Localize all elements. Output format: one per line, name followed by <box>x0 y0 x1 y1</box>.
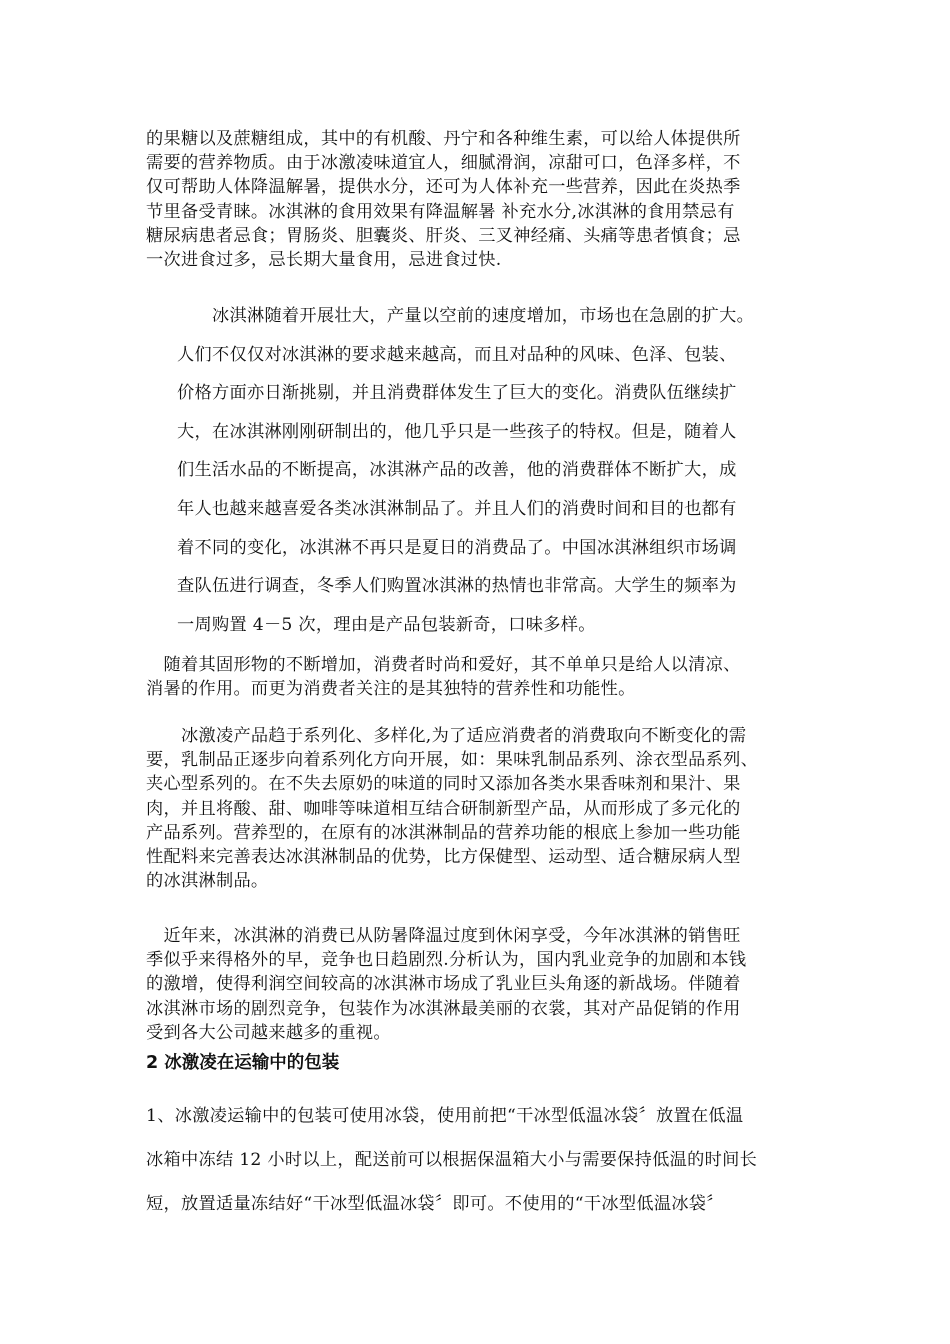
text-line: 要，乳制品正逐步向着系列化方向开展，如：果味乳制品系列、涂衣型品系列、 <box>146 750 759 771</box>
paragraph-2 <box>177 297 754 644</box>
paragraph-4 <box>146 724 758 893</box>
text-line: 夹心型系列的。在不失去原奶的味道的同时又添加各类水果香味剂和果汁、果 <box>146 774 741 795</box>
text-line: 糖尿病患者忌食；胃肠炎、胆囊炎、肝炎、三叉神经痛、头痛等患者慎食；忌 <box>146 225 741 246</box>
text-line: 的果糖以及蔗糖组成，其中的有机酸、丹宁和各种维生素，可以给人体提供所 <box>146 129 741 149</box>
paragraph-3 <box>146 653 741 701</box>
text-line: 季似乎来得格外的早，竞争也日趋剧烈.分析认为，国内乳业竞争的加剧和本钱 <box>146 950 747 971</box>
text-line: 的激增，使得利润空间较高的冰淇淋市场成了乳业巨头角逐的新战场。伴随着 <box>146 974 741 995</box>
section-heading: 2 冰激凌在运输中的包装 <box>146 1053 340 1073</box>
text-line: 年人也越来越喜爱各类冰淇淋制品了。并且人们的消费时间和目的也都有 <box>177 498 737 519</box>
text-line: 的冰淇淋制品。 <box>146 871 269 892</box>
text-line: 冰激凌产品趋于系列化、多样化,为了适应消费者的消费取向不断变化的需 <box>146 726 747 746</box>
text-line: 近年来，冰淇淋的消费已从防暑降温过度到休闲享受，今年冰淇淋的销售旺 <box>146 926 741 946</box>
text-line: 消暑的作用。而更为消费者关注的是其独特的营养性和功能性。 <box>146 679 636 700</box>
text-line: 冰淇淋随着开展壮大，产量以空前的速度增加，市场也在急剧的扩大。 <box>177 306 755 326</box>
text-line: 短，放置适量冻结好“干冰型低温冰袋〞即可。不使用的“干冰型低温冰袋〞 <box>146 1194 724 1214</box>
text-line: 需要的营养物质。由于冰激凌味道宜人，细腻滑润，凉甜可口，色泽多样，不 <box>146 153 741 174</box>
text-line: 一次进食过多，忌长期大量食用，忌进食过快. <box>146 250 502 271</box>
text-line: 们生活水品的不断提高，冰淇淋产品的改善，他的消费群体不断扩大，成 <box>177 460 737 481</box>
text-line: 价格方面亦日渐挑剔，并且消费群体发生了巨大的变化。消费队伍继续扩 <box>177 383 737 404</box>
text-line: 产品系列。营养型的，在原有的冰淇淋制品的营养功能的根底上参加一些功能 <box>146 822 741 843</box>
text-line: 仅可帮助人体降温解暑，提供水分，还可为人体补充一些营养，因此在炎热季 <box>146 177 741 198</box>
text-line: 一周购置 4－5 次，理由是产品包装新奇，口味多样。 <box>177 614 596 635</box>
text-line: 人们不仅仅对冰淇淋的要求越来越高，而且对品种的风味、色泽、包装、 <box>177 344 737 365</box>
paragraph-5 <box>146 924 746 1045</box>
text-line: 查队伍进行调查，冬季人们购置冰淇淋的热情也非常高。大学生的频率为 <box>177 576 737 597</box>
section-paragraph <box>146 1094 757 1226</box>
paragraph-1 <box>146 127 741 272</box>
text-line: 节里备受青睐。冰淇淋的食用效果有降温解暑 补充水分,冰淇淋的食用禁忌有 <box>146 201 735 222</box>
text-line: 1、冰激凌运输中的包装可使用冰袋，使用前把“干冰型低温冰袋〞放置在低温 <box>146 1106 744 1126</box>
text-line: 性配料来完善表达冰淇淋制品的优势，比方保健型、运动型、适合糖尿病人型 <box>146 847 741 868</box>
text-line: 受到各大公司越来越多的重视。 <box>146 1022 391 1043</box>
text-line: 冰箱中冻结 12 小时以上，配送前可以根据保温箱大小与需要保持低温的时间长 <box>146 1150 758 1170</box>
text-line: 大，在冰淇淋刚刚研制出的，他几乎只是一些孩子的特权。但是，随着人 <box>177 421 737 442</box>
text-line: 着不同的变化，冰淇淋不再只是夏日的消费品了。中国冰淇淋组织市场调 <box>177 537 737 558</box>
text-line: 随着其固形物的不断增加，消费者时尚和爱好，其不单单只是给人以清凉、 <box>146 655 741 675</box>
text-line: 肉，并且将酸、甜、咖啡等味道相互结合研制新型产品，从而形成了多元化的 <box>146 798 741 819</box>
text-line: 冰淇淋市场的剧烈竞争，包装作为冰淇淋最美丽的衣裳，其对产品促销的作用 <box>146 998 741 1019</box>
